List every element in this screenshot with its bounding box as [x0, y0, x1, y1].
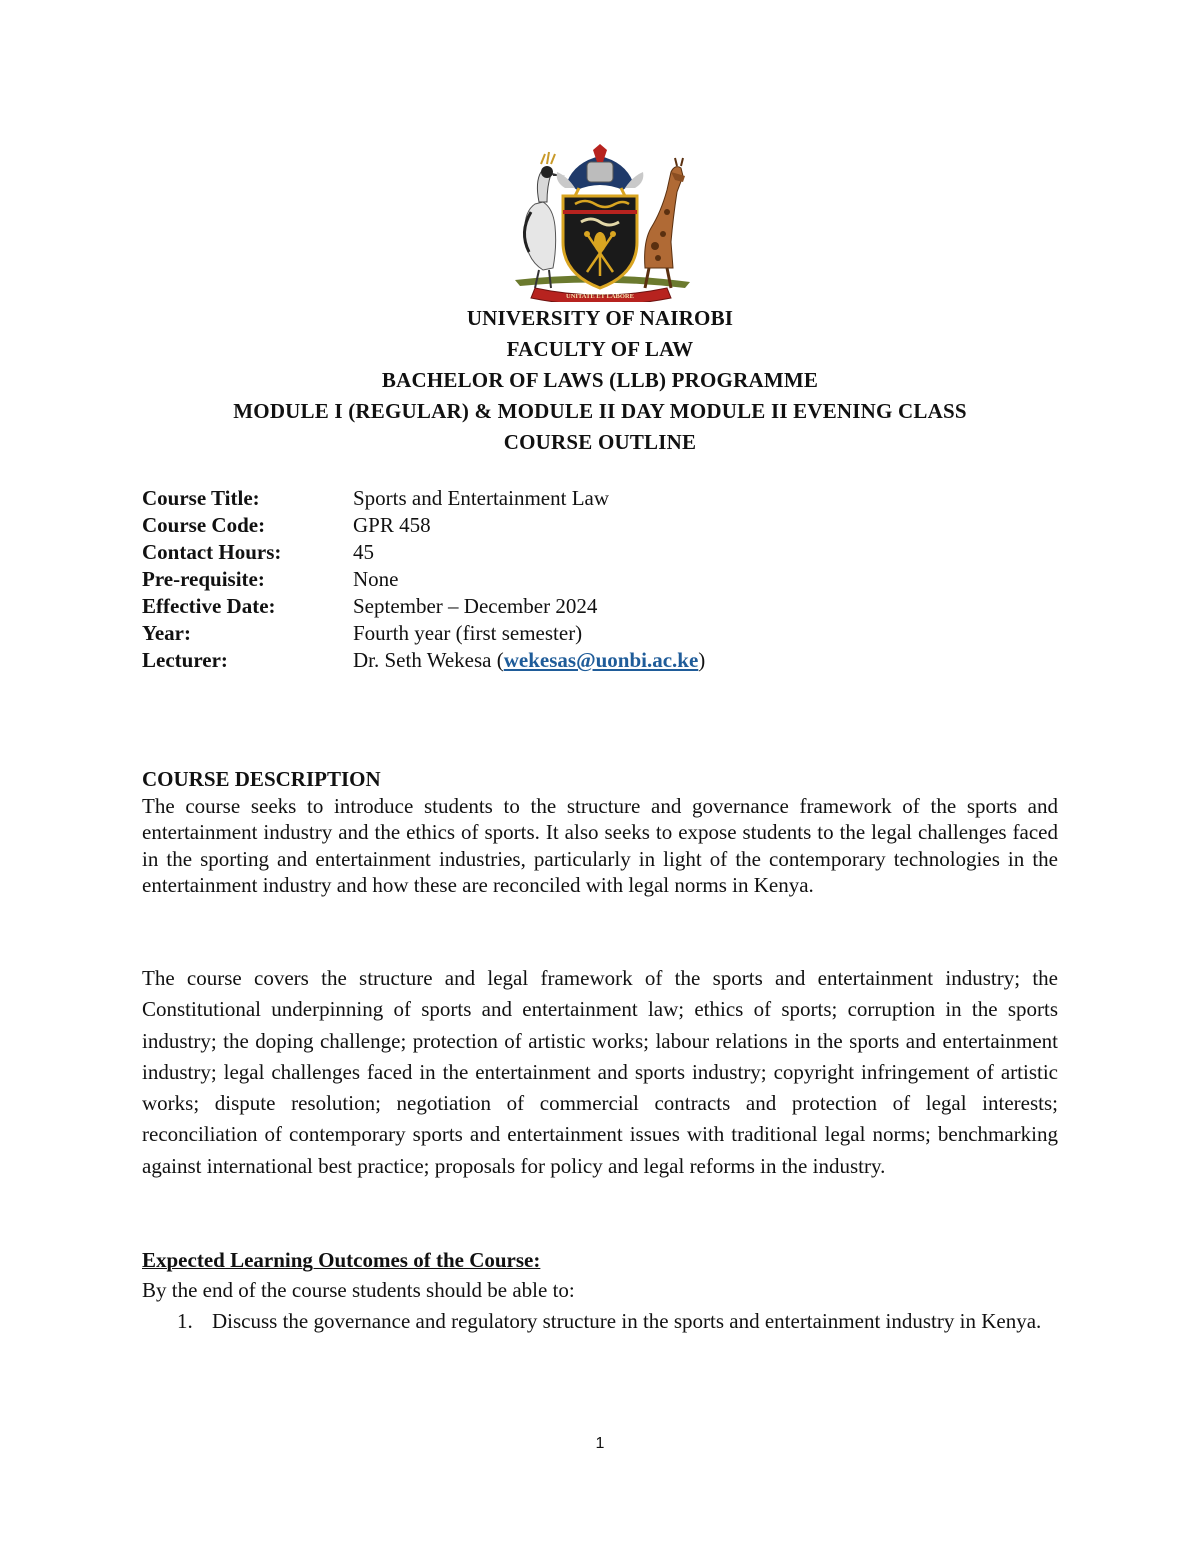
- shield-icon: [563, 196, 637, 288]
- detail-row-year: [142, 620, 1062, 647]
- learning-outcomes-heading: Expected Learning Outcomes of the Course:: [142, 1248, 541, 1272]
- document-title: COURSE OUTLINE: [503, 430, 697, 454]
- motto-scroll: [531, 288, 671, 302]
- giraffe-icon: [645, 158, 685, 288]
- detail-label: Year:: [142, 621, 191, 645]
- detail-label: Course Code:: [142, 513, 266, 537]
- detail-value: September – December 2024: [353, 594, 598, 618]
- lecturer-suffix: ): [698, 648, 706, 672]
- detail-label: Course Title:: [142, 486, 260, 510]
- course-description-section: [142, 766, 1058, 899]
- detail-value: [353, 647, 1062, 674]
- document-header: [0, 303, 1200, 458]
- learning-outcomes-intro: By the end of the course students should be able to:: [142, 1278, 575, 1302]
- detail-row-course-code: [142, 512, 1062, 539]
- list-item-text: Discuss the governance and regulatory structure in the sports and entertainment industry in Kenya.: [212, 1309, 1042, 1333]
- course-details-table: [142, 485, 1062, 674]
- course-description-paragraph-2: The course covers the structure and legal framework of the sports and entertainment industry; the Constitutional underpinning of sports and entertainment law; ethics of sports; corruption in the sports industry; the doping challenge; protection of artistic works; labour relations in the sports and entertainment industry; legal challenges faced in the entertainment and sports industry; copyright infringement of artistic works; dispute resolution; negotiation of commercial contracts and protection of legal interests; reconciliation of contemporary sports and entertainment issues with traditional legal norms; benchmarking against international best practice; proposals for policy and legal reforms in the industry.: [142, 966, 1058, 1178]
- lecturer-email-link[interactable]: wekesas@uonbi.ac.ke: [503, 648, 699, 672]
- detail-value: Fourth year (first semester): [353, 621, 583, 645]
- detail-value: 45: [353, 540, 374, 564]
- detail-row-lecturer: [142, 647, 1062, 674]
- university-name: UNIVERSITY OF NAIROBI: [466, 306, 734, 330]
- university-crest-logo: [495, 142, 705, 302]
- detail-label: Effective Date:: [142, 594, 276, 618]
- lecturer-name: Dr. Seth Wekesa (: [353, 648, 504, 672]
- detail-label: Lecturer:: [142, 648, 228, 672]
- detail-row-effective-date: [142, 593, 1062, 620]
- detail-row-prerequisite: [142, 566, 1062, 593]
- learning-outcomes-list: [142, 1306, 1058, 1337]
- module-line: MODULE I (REGULAR) & MODULE II DAY MODULE II EVENING CLASS: [233, 399, 967, 423]
- detail-value: None: [353, 567, 399, 591]
- faculty-name: FACULTY OF LAW: [506, 337, 694, 361]
- detail-label: Pre-requisite:: [142, 567, 265, 591]
- page-number: 1: [595, 1435, 605, 1452]
- detail-value: GPR 458: [353, 513, 431, 537]
- detail-row-course-title: [142, 485, 1062, 512]
- list-item-number: 1.: [177, 1309, 193, 1333]
- course-description-heading: COURSE DESCRIPTION: [142, 767, 381, 791]
- crowned-crane-icon: [524, 152, 565, 288]
- course-description-paragraph-1: The course seeks to introduce students to the structure and governance framework of the sports and entertainment industry and the ethics of sports. It also seeks to expose students to the legal challenges faced in the sporting and entertainment industries, particularly in light of the contemporary technologies in the entertainment industry and how these are reconciled with legal norms in Kenya.: [142, 794, 1058, 898]
- course-coverage-section: [142, 963, 1058, 1182]
- detail-row-contact-hours: [142, 539, 1062, 566]
- helmet-mantling-icon: [557, 144, 644, 200]
- svg-text:UNITATE ET LABORE: UNITATE ET LABORE: [566, 293, 634, 300]
- list-item: [142, 1306, 1058, 1337]
- learning-outcomes-section: [142, 1245, 1058, 1337]
- programme-name: BACHELOR OF LAWS (LLB) PROGRAMME: [381, 368, 819, 392]
- detail-label: Contact Hours:: [142, 540, 282, 564]
- detail-value: Sports and Entertainment Law: [353, 486, 610, 510]
